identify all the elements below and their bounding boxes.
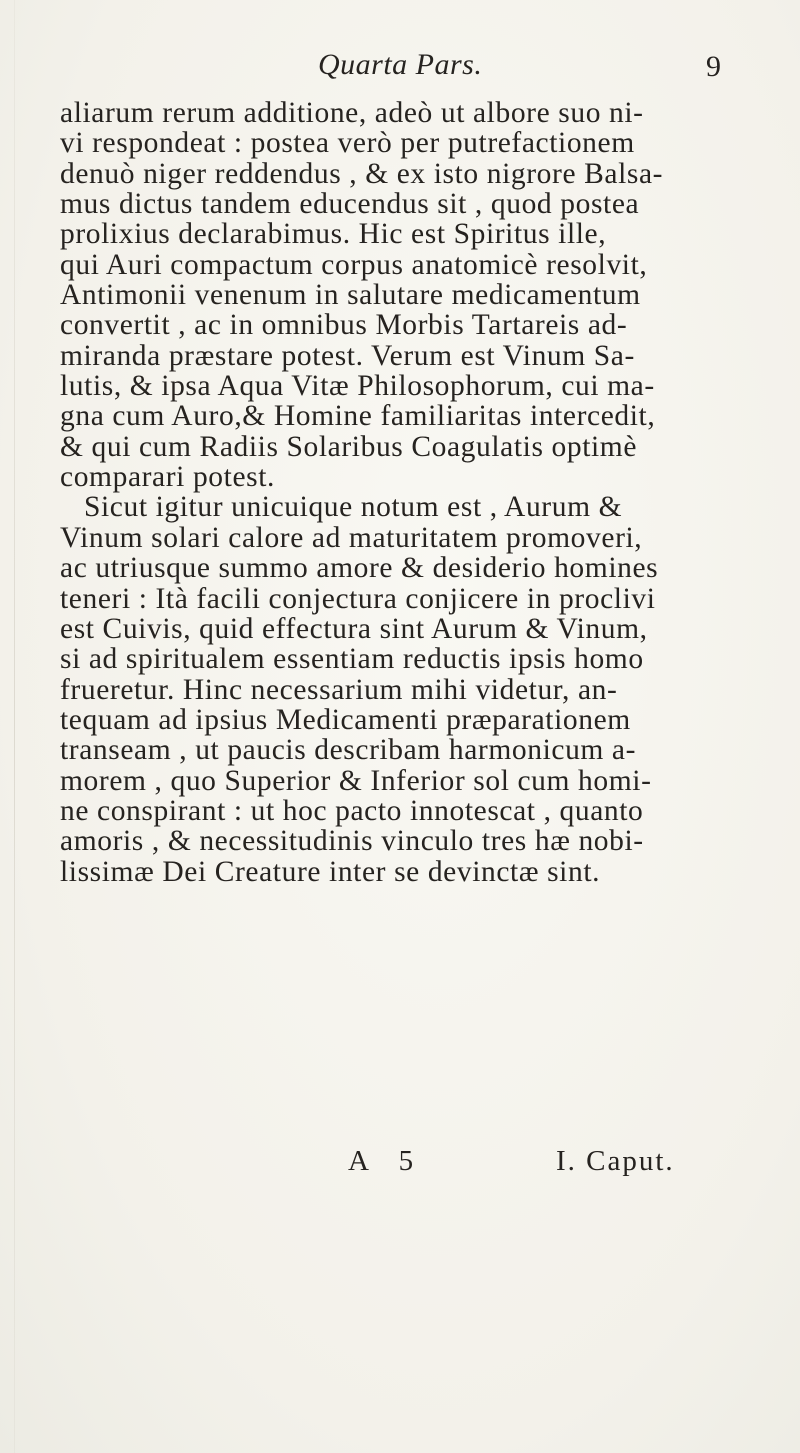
text-line: Vinum solari calore ad maturitatem promoveri, [60, 521, 643, 554]
running-head [0, 48, 800, 88]
text-line: amoris , & necessitudinis vinculo tres hæ nobi- [60, 825, 644, 858]
page-number: 9 [706, 50, 721, 83]
text-line: lutis, & ipsa Aqua Vitæ Philosophorum, cui ma- [60, 370, 655, 403]
text-line: lissimæ Dei Creature inter se devinctæ sint. [60, 855, 601, 888]
text-line: aliarum rerum additione, adeò ut albore suo ni- [60, 97, 644, 129]
text-line: morem , quo Superior & Inferior sol cum homi- [60, 764, 652, 797]
text-line: ac utriusque summo amore & desiderio homines [60, 552, 659, 585]
text-line: qui Auri compactum corpus anatomicè resolvit, [60, 248, 648, 281]
page-footer [0, 1145, 800, 1185]
text-line: comparari potest. [60, 461, 275, 494]
body-text [60, 98, 760, 887]
text-line: teneri : Ità facili conjectura conjicere in proclivi [60, 582, 656, 615]
text-line: tequam ad ipsius Medicamenti præparationem [60, 703, 631, 736]
text-line: convertit , ac in omnibus Morbis Tartareis ad- [60, 309, 628, 342]
text-line: si ad spiritualem essentiam reductis ipsis homo [60, 643, 644, 676]
text-line: frueretur. Hinc necessarium mihi videtur, an- [60, 673, 618, 706]
text-line: & qui cum Radiis Solaribus Coagulatis optimè [60, 430, 638, 463]
text-line: gna cum Auro,& Homine familiaritas intercedit, [60, 400, 656, 433]
paragraph-start-line: Sicut igitur unicuique notum est , Aurum & [84, 491, 623, 524]
text-line: miranda præstare potest. Verum est Vinum Sa- [60, 339, 635, 372]
text-line: est Cuivis, quid effectura sint Aurum & Vinum, [60, 612, 648, 645]
text-line: transeam , ut paucis describam harmonicum a- [60, 734, 637, 767]
running-head-title: Quarta Pars. [318, 48, 483, 81]
text-line: mus dictus tandem educendus sit , quod postea [60, 188, 640, 221]
text-line: Antimonii venenum in salutare medicamentum [60, 279, 641, 312]
text-line: denuò niger reddendus , & ex isto nigrore Balsa- [60, 157, 664, 190]
signature-mark: A 5 [348, 1145, 426, 1177]
text-line: vi respondeat : postea verò per putrefactionem [60, 127, 635, 160]
page-gutter [14, 0, 15, 1453]
text-line: ne conspirant : ut hoc pacto innotescat , quanto [60, 794, 644, 827]
catchword: I. Caput. [556, 1145, 675, 1177]
text-line: prolixius declarabimus. Hic est Spiritus ille, [60, 218, 607, 251]
